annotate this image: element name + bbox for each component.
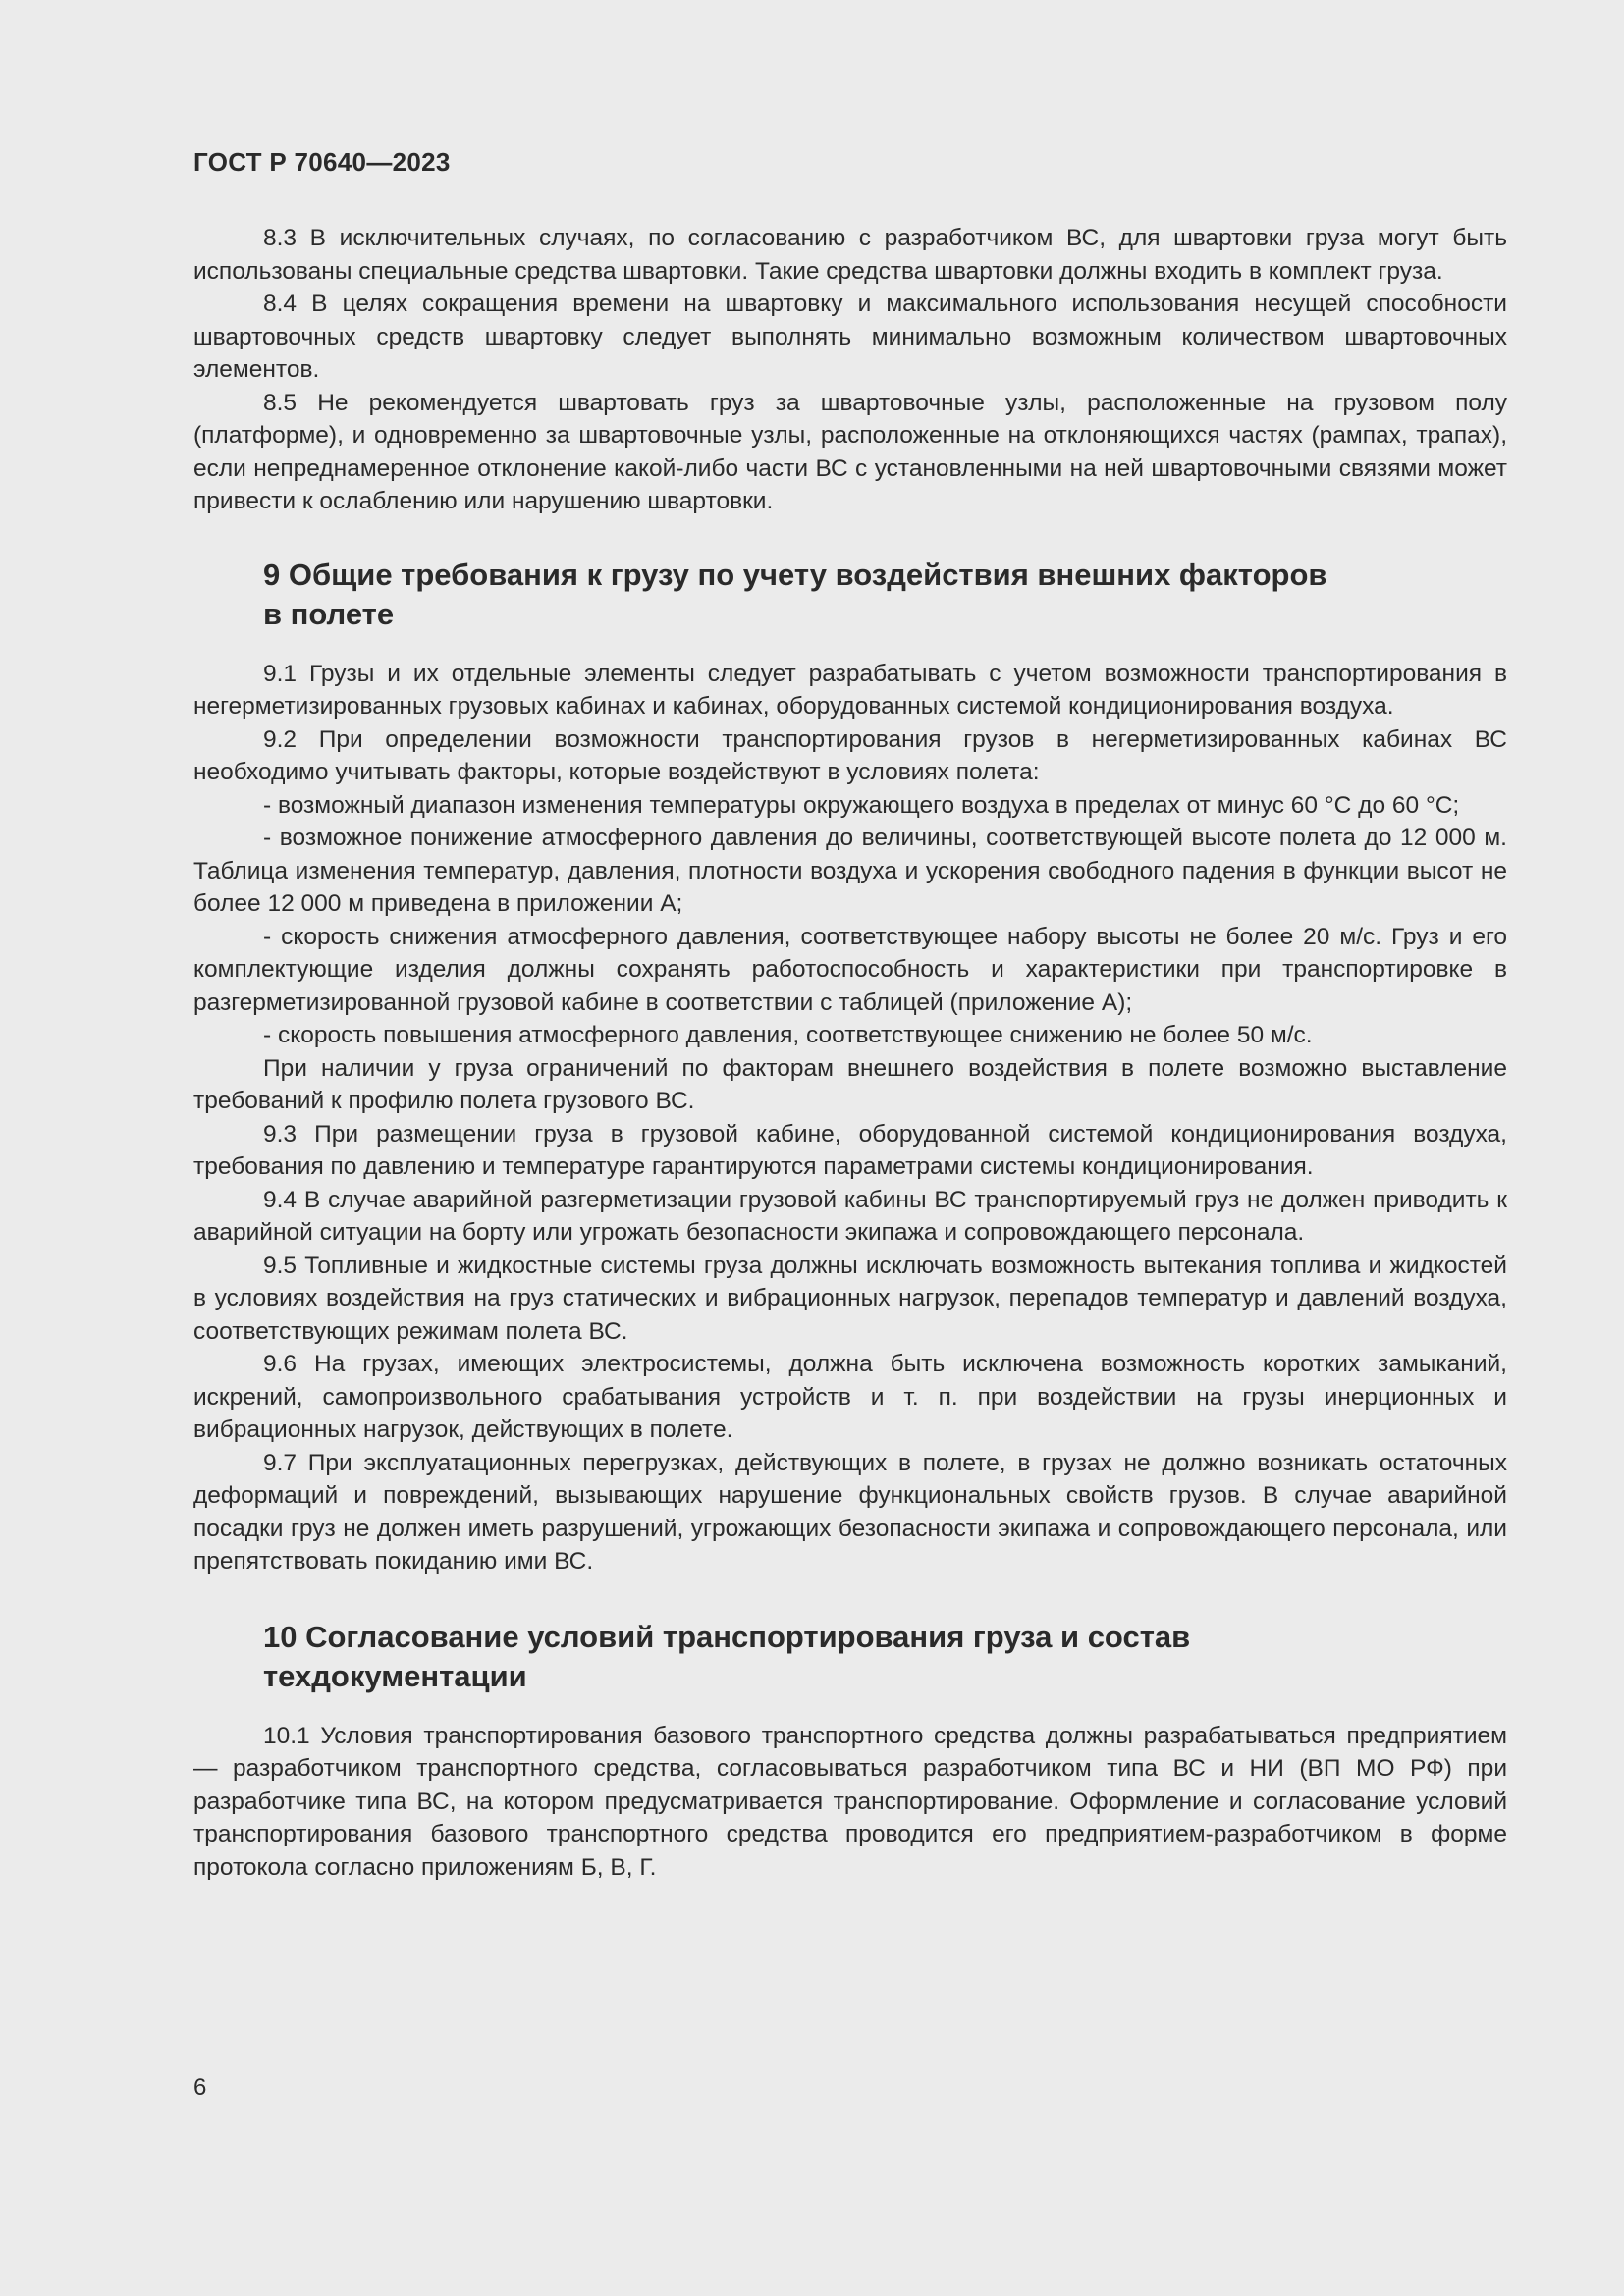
clause-9-1: 9.1 Грузы и их отдельные элементы следует разрабатывать с учетом возможности транспортирования в негерметизированных грузовых кабинах и кабинах, оборудованных системой кондиционирования воздуха. <box>193 660 1507 720</box>
clause-8-3: 8.3 В исключительных случаях, по согласованию с разработчиком ВС, для швартовки груза могут быть использованы специальные средства швартовки. Такие средства швартовки должны входить в комплект груза. <box>193 225 1507 285</box>
page-number: 6 <box>193 2074 207 2101</box>
section-9-heading-line1: 9 Общие требования к грузу по учету воздействия внешних факторов <box>263 557 1327 592</box>
document-body <box>193 222 1507 1884</box>
list-item-pressure-increase-rate: - скорость повышения атмосферного давления, соответствующее снижению не более 50 м/с. <box>263 1022 1313 1048</box>
section-9-heading <box>193 556 1507 634</box>
document-header: ГОСТ Р 70640—2023 <box>193 147 451 177</box>
clause-9-4: 9.4 В случае аварийной разгерметизации грузовой кабины ВС транспортируемый груз не должен приводить к аварийной ситуации на борту или угрожать безопасности экипажа и сопровождающего персонала. <box>193 1186 1507 1246</box>
list-item-pressure-decrease-rate: - скорость снижения атмосферного давления, соответствующее набору высоты не более 20 м/с. Груз и его комплектующие изделия должны сохранять работоспособность и характеристики при транспортировке в разгерметизированной грузовой кабине в соответствии с таблицей (приложение А); <box>193 923 1507 1016</box>
paragraph-flight-profile: При наличии у груза ограничений по факторам внешнего воздействия в полете возможно выставление требований к профилю полета грузового ВС. <box>193 1054 1507 1114</box>
clause-9-7: 9.7 При эксплуатационных перегрузках, действующих в полете, в грузах не должно возникать остаточных деформаций и повреждений, вызывающих нарушение функциональных свойств грузов. В случае аварийной посадки груз не должен иметь разрушений, угрожающих безопасности экипажа и сопровождающего персонала, или препятствовать покиданию ими ВС. <box>193 1449 1507 1575</box>
section-9-heading-line2: в полете <box>263 596 395 631</box>
clause-9-3: 9.3 При размещении груза в грузовой кабине, оборудованной системой кондиционирования воздуха, требования по давлению и температуре гарантируются параметрами системы кондиционирования. <box>193 1120 1507 1180</box>
clause-8-5: 8.5 Не рекомендуется швартовать груз за швартовочные узлы, расположенные на грузовом полу (платформе), и одновременно за швартовочные узлы, расположенные на отклоняющихся частях (рампах, трапах), если непреднамеренное отклонение какой-либо части ВС с установленными на ней швартовочными связями может привести к ослаблению или нарушению швартовки. <box>193 389 1507 514</box>
section-10-heading-line1: 10 Согласование условий транспортирования груза и состав <box>263 1619 1191 1654</box>
clause-9-5: 9.5 Топливные и жидкостные системы груза должны исключать возможность вытекания топлива и жидкостей в условиях воздействия на груз статических и вибрационных нагрузок, перепадов температур и давлений воздуха, соответствующих режимам полета ВС. <box>193 1252 1507 1345</box>
list-item-temperature: - возможный диапазон изменения температуры окружающего воздуха в пределах от минус 60 °С до 60 °С; <box>263 791 1460 819</box>
clause-10-1: 10.1 Условия транспортирования базового транспортного средства должны разрабатываться предприятием — разработчиком транспортного средства, согласовываться разработчиком типа ВС и НИ (ВП МО РФ) при разработчике типа ВС, на котором предусматривается транспортирование. Оформление и согласование условий транспортирования базового транспортного средства проводится его предприятием-разработчиком в форме протокола согласно приложениям Б, В, Г. <box>193 1722 1507 1881</box>
list-item-pressure-drop: - возможное понижение атмосферного давления до величины, соответствующей высоте полета до 12 000 м. Таблица изменения температур, давления, плотности воздуха и ускорения свободного падения в функции высот не более 12 000 м приведена в приложении А; <box>193 825 1507 917</box>
clause-9-2: 9.2 При определении возможности транспортирования грузов в негерметизированных кабинах ВС необходимо учитывать факторы, которые воздействуют в условиях полета: <box>193 725 1507 785</box>
section-10-heading <box>193 1618 1507 1696</box>
clause-9-6: 9.6 На грузах, имеющих электросистемы, должна быть исключена возможность коротких замыканий, искрений, самопроизвольного срабатывания устройств и т. п. при воздействии на грузы инерционных и вибрационных нагрузок, действующих в полете. <box>193 1351 1507 1443</box>
clause-8-4: 8.4 В целях сокращения времени на швартовку и максимального использования несущей способности швартовочных средств швартовку следует выполнять минимально возможным количеством швартовочных элементов. <box>193 291 1507 383</box>
section-10-heading-line2: техдокументации <box>263 1658 527 1693</box>
